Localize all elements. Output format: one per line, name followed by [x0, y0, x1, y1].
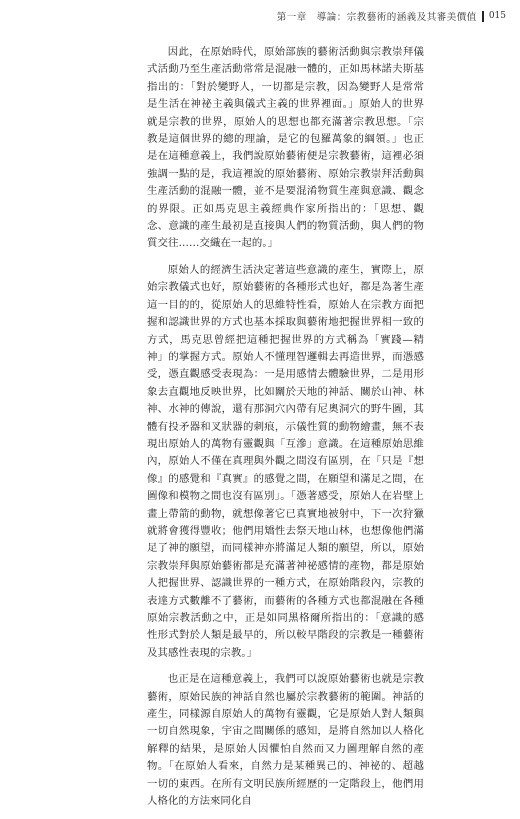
chapter-title: 第一章 導論：宗教藝術的涵義及其審美價值 [276, 12, 477, 23]
body-text [147, 44, 424, 819]
page-number: 015 [488, 11, 506, 21]
paragraph-2: 原始人的經濟生活決定著這些意識的產生，實際上，原始宗教儀式也好，原始藝術的各種形式也好，都是為著生產這一目的的，從原始人的思維特性看，原始人在宗教方面把握和認識世界的方式也基本採取與藝術地把握世界相一致的方式，馬克思曾經把這種把握世界的方式稱為「實踐—精神」的掌握方式。原始人不懂理智邏輯去再造世界，而憑感受，憑直觀感受表現為：一是用感情去體驗世界，二是用形象去直觀地反映世界，比如關於天地的神話、關於山神、林神、水神的傳說，還有那洞穴內帶有尼奧洞穴的野牛圖，其體有投矛器和叉狀器的刺痕，示儀性質的動物繪畫，無不表現出原始人的萬物有靈觀與「互滲」意識。在這種原始思維內，原始人不僅在真理與外觀之間沒有區別，在「只是『想像』的感覺和『真實』的感覺之間，在願望和滿足之間，在圖像和模物之間也沒有區別」。「憑著感受，原始人在岩壁上畫上帶箭的動物，就想像著它已真實地被射中，下一次狩獵就將會獲得豐收；他們用矯性去祭天地山林，也想像他們滿足了神的願望，而同樣神亦將滿足人類的願望，所以，原始宗教崇拜與原始藝術都是充滿著神祕感情的產物，都是原始人把握世界、認識世界的一種方式，在原始階段內，宗教的表達方式數離不了藝術，而藝術的各種方式也都混融在各種原始宗教活動之中，正是如同黑格爾所指出的：「意識的感性形式對於人類是最早的，所以較早階段的宗教是一種藝術及其感性表現的宗教。」 [147, 263, 424, 659]
paragraph-1: 因此，在原始時代，原始部族的藝術活動與宗教崇拜儀式活動乃至生產活動常常是混融一體的，正如馬林諾夫斯基指出的：「對於變野人，一切都是宗教，因為變野人是常常是生活在神祕主義與儀式主義的世界裡面。」原始人的世界就是宗教的世界，原始人的思想也都充滿著宗教思想。「宗教是這個世界的總的理論，是它的包羅萬象的綱領。」也正是在這種意義上，我們說原始藝術便是宗教藝術，這裡必須強調一點的是，我這裡說的原始藝術、原始宗教崇拜活動與生產活動的混融一體，並不是要混淆物質生產與意識、觀念的界限。正如馬克思主義經典作家所指出的：「思想、觀念、意識的產生最初是直接與人們的物質活動，與人們的物質交往……交織在一起的。」 [147, 46, 424, 250]
header-divider [482, 11, 484, 22]
paragraph-3: 也正是在這種意義上，我們可以說原始藝術也就是宗教藝術，原始民族的神話自然也屬於宗教藝術的範圍。神話的產生，同樣源自原始人的萬物有靈觀，它是原始人對人類與一切自然現象，宇宙之間關係的感知，是將自然加以人格化解釋的結果，是原始人因懼怕自然而又力圖理解自然的產物。「在原始人看來，自然力是某種異己的、神祕的、超越一切的東西。在所有文明民族所經歷的一定階段上，他們用人格化的方法來同化自 [147, 673, 424, 808]
running-header [277, 9, 506, 23]
